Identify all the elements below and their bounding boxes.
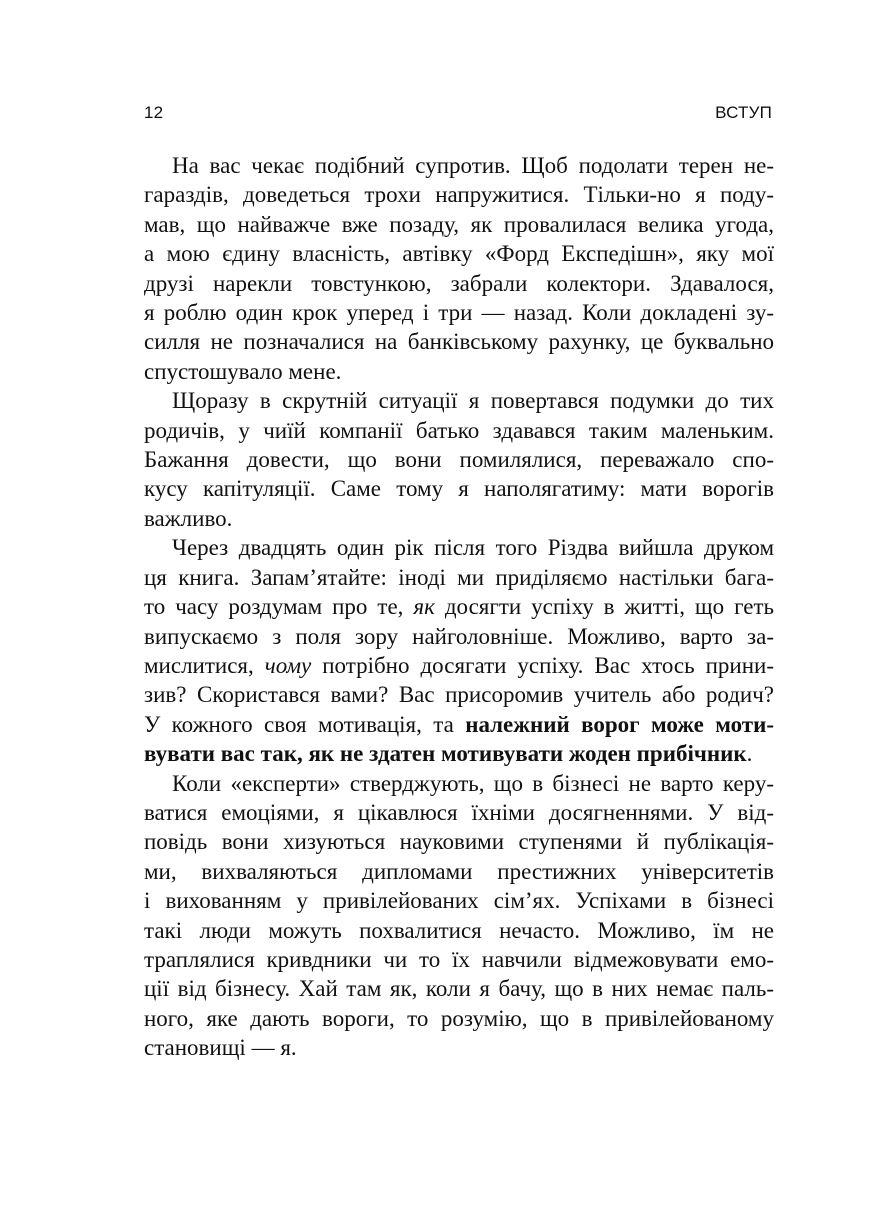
text-line (144, 651, 774, 680)
text-line (144, 386, 774, 415)
text-line (144, 474, 774, 503)
text-run: мав, що найважче вже позаду, як провалилася велика угода, (144, 211, 774, 237)
running-head: ВСТУП (715, 103, 772, 122)
text-run: і вихованням у привілейованих сім’ях. Успіхами в бізнесі (144, 888, 774, 914)
text-run: ми, вихваляються дипломами престижних університетів (144, 858, 774, 884)
paragraph (144, 769, 774, 1063)
text-line (144, 298, 774, 327)
paragraph (144, 151, 774, 386)
emphasis: чому (264, 652, 312, 678)
text-line (144, 210, 774, 239)
text-run: а мою єдину власність, автівку «Форд Експедішн», яку мої (144, 241, 774, 267)
text-run: важливо. (144, 505, 233, 531)
text-run: повідь вони хизуються науковими ступенями й публікація- (144, 829, 774, 855)
text-run: У кожного своя мотивація, та (144, 711, 466, 737)
text-line (144, 974, 774, 1003)
text-line (144, 710, 774, 739)
text-line (144, 886, 774, 915)
text-run: ного, яке дають вороги, то розумію, що в привілейованому (144, 1005, 774, 1031)
text-line (144, 416, 774, 445)
bold-emphasis: вувати вас так, як не здатен мотивувати жоден прибічник (144, 741, 747, 767)
text-run: ції від бізнесу. Хай там як, коли я бачу, що в них немає паль- (144, 976, 774, 1002)
text-run: такі люди можуть похвалитися нечасто. Можливо, їм не (144, 917, 774, 943)
text-run: На вас чекає подібний супротив. Щоб подолати терен не- (172, 153, 774, 178)
text-run: ватися емоціями, я цікавлюся їхніми досягненнями. У від- (144, 799, 774, 825)
text-run: потрібно досягати успіху. Вас хтось прини- (311, 652, 774, 678)
text-line (144, 857, 774, 886)
text-line (144, 445, 774, 474)
text-run: траплялися кривдники чи то їх навчили відмежовувати емо- (144, 946, 774, 972)
text-line (144, 592, 774, 621)
text-run: гараздів, доведеться трохи напружитися. Тільки-но я поду- (144, 182, 774, 208)
text-run: Бажання довести, що вони помилялися, переважало спо- (144, 447, 774, 473)
text-line (144, 327, 774, 356)
text-line (144, 1033, 774, 1062)
text-run: Щоразу в скрутній ситуації я повертався подумки до тих (172, 388, 774, 414)
text-run: силля не позначалися на банківському рахунку, це буквально (144, 329, 774, 355)
text-run: я роблю один крок уперед і три — назад. Коли докладені зу- (144, 300, 774, 326)
text-line (144, 769, 774, 798)
text-line (144, 357, 774, 386)
text-run: ця книга. Запам’ятайте: іноді ми приділяємо настільки бага- (144, 564, 774, 590)
text-run: становищі — я. (144, 1035, 297, 1061)
text-line (144, 945, 774, 974)
text-run: Коли «експерти» стверджують, що в бізнесі не варто керу- (172, 770, 774, 796)
text-line (144, 180, 774, 209)
body-text (144, 151, 774, 1063)
text-line (144, 739, 774, 768)
text-line (144, 504, 774, 533)
text-line (144, 239, 774, 268)
text-run: Через двадцять один рік після того Різдва вийшла друком (172, 535, 774, 561)
text-line (144, 916, 774, 945)
paragraph (144, 386, 774, 533)
text-run: мислитися, (144, 652, 265, 678)
text-run: спустошувало мене. (144, 358, 342, 384)
text-run: друзі нарекли товстункою, забрали колектори. Здавалося, (144, 270, 774, 296)
paragraph (144, 533, 774, 768)
page-number: 12 (144, 103, 164, 122)
text-line (144, 533, 774, 562)
text-run: . (746, 741, 753, 767)
text-line (144, 1004, 774, 1033)
bold-emphasis: належний ворог може моти- (465, 711, 774, 737)
text-run: то часу роздумам про те, (144, 594, 414, 620)
emphasis: як (413, 594, 435, 620)
text-line (144, 563, 774, 592)
text-line (144, 680, 774, 709)
text-line (144, 622, 774, 651)
text-run: родичів, у чиїй компанії батько здавався таким маленьким. (144, 417, 774, 443)
text-line (144, 151, 774, 180)
text-run: кусу капітуляції. Саме тому я наполягатиму: мати ворогів (144, 476, 774, 502)
text-run: зив? Скористався вами? Вас присоромив учитель або родич? (144, 682, 774, 708)
text-run: випускаємо з поля зору найголовніше. Можливо, варто за- (144, 623, 774, 649)
text-line (144, 827, 774, 856)
text-run: досягти успіху в житті, що геть (434, 594, 775, 620)
text-line (144, 269, 774, 298)
text-line (144, 798, 774, 827)
